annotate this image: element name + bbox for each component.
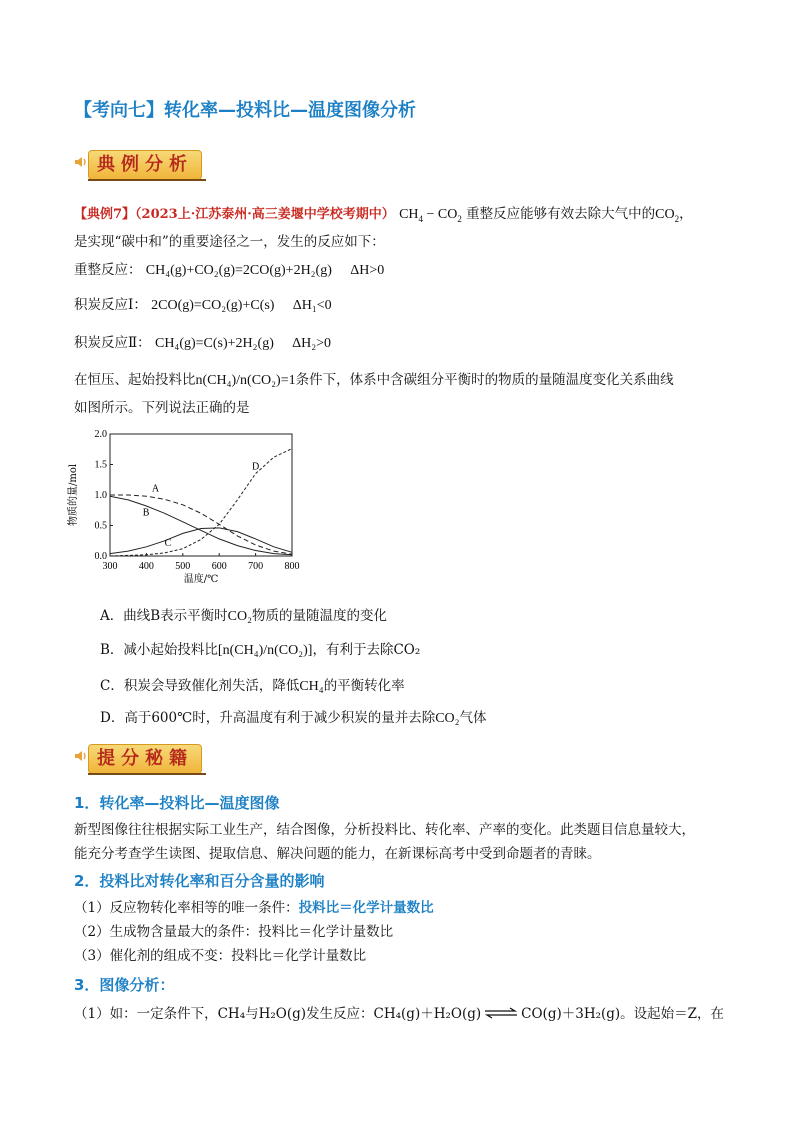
option-d-post: 气体 bbox=[459, 710, 487, 726]
series-label-d: D bbox=[251, 461, 260, 473]
y-tick-label: 0.0 bbox=[94, 551, 107, 562]
condition-post: 条件下，体系中含碳组分平衡时的物质的量随温度变化关系曲线 bbox=[295, 372, 674, 388]
tips-banner-label: 提分秘籍 bbox=[88, 744, 202, 774]
example-banner-label: 典例分析 bbox=[88, 150, 202, 180]
carbon2-equation: CH₄(g)=C(s)+2H₂(g) bbox=[154, 336, 274, 351]
condition-ratio: n(CH₄)/n(CO₂)=1 bbox=[195, 373, 296, 388]
series-label-c: C bbox=[164, 538, 172, 550]
option-d-formula: CO₂ bbox=[435, 711, 460, 726]
tips-banner bbox=[74, 742, 206, 776]
section-2-item2: （2）生成物含量最大的条件：投料比＝化学计量数比 bbox=[74, 924, 394, 940]
carbon1-equation: 2CO(g)=CO₂(g)+C(s) bbox=[151, 298, 275, 313]
example-banner bbox=[74, 148, 206, 182]
section-2-heading: 2．投料比对转化率和百分含量的影响 bbox=[74, 872, 325, 890]
option-c-formula: CH₄ bbox=[299, 679, 324, 694]
carbon2-label: 积炭反应Ⅱ： bbox=[74, 335, 151, 351]
reforming-dh: ΔH>0 bbox=[350, 263, 385, 278]
series-line-a bbox=[110, 495, 292, 554]
speaker-icon bbox=[74, 748, 88, 767]
y-tick-label: 2.0 bbox=[94, 429, 107, 440]
x-tick-label: 700 bbox=[248, 561, 264, 572]
carbon-reaction-2 bbox=[74, 333, 331, 354]
section-2-item1-pre: （1）反应物转化率相等的唯一条件： bbox=[74, 900, 299, 916]
option-b[interactable] bbox=[100, 640, 420, 661]
ch4-co2-formula: $CH_4 - CO_2$ bbox=[399, 207, 462, 224]
option-a-post: 物质的量随温度的变化 bbox=[252, 608, 388, 624]
series-line-c bbox=[110, 528, 292, 554]
option-d-pre: D．高于600℃时，升高温度有利于减少积炭的量并去除 bbox=[100, 710, 436, 726]
reforming-reaction bbox=[74, 260, 384, 281]
option-a-formula: CO₂ bbox=[227, 609, 253, 624]
plot-frame bbox=[110, 434, 292, 556]
carbon1-dh: ΔH₁<0 bbox=[292, 298, 332, 313]
reforming-equation: CH₄(g)+CO₂(g)=2CO(g)+2H₂(g) bbox=[145, 263, 332, 278]
example-intro-text: 重整反应能够有效去除大气中的 bbox=[466, 206, 656, 222]
condition-pre: 在恒压、起始投料比 bbox=[74, 372, 196, 388]
carbon1-label: 积炭反应Ⅰ： bbox=[74, 297, 147, 313]
series-label-a: A bbox=[151, 483, 160, 495]
section-1-p1: 新型图像往往根据实际工业生产，结合图像，分析投料比、转化率、产率的变化。此类题目信息量较大， bbox=[74, 822, 695, 838]
page-title: 【考向七】转化率—投料比—温度图像分析 bbox=[74, 100, 416, 121]
speaker-icon bbox=[74, 154, 88, 173]
section-3-heading: 3．图像分析： bbox=[74, 976, 175, 994]
x-tick-label: 600 bbox=[211, 561, 227, 572]
option-b-formula: [n(CH₄)/n(CO₂)] bbox=[217, 643, 313, 658]
option-d[interactable] bbox=[100, 708, 487, 729]
section-2-item1 bbox=[74, 898, 434, 918]
option-b-post: ，有利于去除CO₂ bbox=[312, 642, 421, 658]
y-axis-label: 物质的量/mol bbox=[68, 463, 79, 527]
carbon-reaction-1 bbox=[74, 295, 332, 316]
section-3-item1-post: CO(g)＋3H₂(g)。设起始＝Z，在 bbox=[521, 1006, 725, 1022]
option-b-pre: B．减小起始投料比 bbox=[100, 642, 218, 658]
example-tag: 【典例7】（2023上·江苏泰州·高三姜堰中学校考期中） bbox=[74, 207, 395, 222]
banner-underline bbox=[88, 773, 206, 775]
section-3-item1-pre: （1）如：一定条件下，CH₄与H₂O(g)发生反应：CH₄(g)＋H₂O(g) bbox=[74, 1006, 482, 1022]
x-tick-label: 800 bbox=[284, 561, 300, 572]
example-intro-line2: 是实现“碳中和”的重要途径之一，发生的反应如下： bbox=[74, 234, 385, 250]
section-3-item1 bbox=[74, 1004, 724, 1025]
option-c[interactable] bbox=[100, 676, 405, 697]
option-c-post: 的平衡转化率 bbox=[323, 678, 405, 694]
carbon2-dh: ΔH₂>0 bbox=[292, 336, 332, 351]
y-tick-label: 1.5 bbox=[94, 459, 107, 471]
x-axis-label: 温度/℃ bbox=[183, 574, 219, 585]
section-1-p2: 能充分考查学生读图、提取信息、解决问题的能力，在新课标高考中受到命题者的青睐。 bbox=[74, 846, 601, 862]
y-tick-label: 1.0 bbox=[94, 490, 107, 501]
equilibrium-chart bbox=[60, 424, 320, 594]
section-2-item1-emphasis: 投料比＝化学计量数比 bbox=[298, 900, 434, 916]
co2-formula: $CO_2$ bbox=[655, 207, 680, 224]
x-tick-label: 400 bbox=[138, 561, 154, 572]
reforming-label: 重整反应： bbox=[74, 262, 142, 278]
section-2-item3: （3）催化剂的组成不变：投料比＝化学计量数比 bbox=[74, 948, 367, 964]
option-c-pre: C．积炭会导致催化剂失活，降低 bbox=[100, 678, 300, 694]
condition-line bbox=[74, 370, 754, 391]
series-line-d bbox=[110, 449, 292, 556]
example-intro: 【典例7】（2023上·江苏泰州·高三姜堰中学校考期中） $CH_4 - CO_2$ 重整反应能够有效去除大气中的$CO_2$， bbox=[74, 206, 693, 224]
y-tick-label: 0.5 bbox=[94, 520, 107, 532]
equilibrium-arrow-icon bbox=[481, 1005, 521, 1025]
option-a-pre: A．曲线B表示平衡时 bbox=[100, 608, 228, 624]
x-tick-label: 500 bbox=[175, 561, 191, 572]
x-tick-label: 300 bbox=[102, 561, 118, 572]
series-line-b bbox=[110, 496, 292, 555]
option-a[interactable] bbox=[100, 606, 387, 627]
series-label-b: B bbox=[142, 507, 150, 519]
condition-line2: 如图所示。下列说法正确的是 bbox=[74, 400, 250, 416]
section-1-heading: 1．转化率—投料比—温度图像 bbox=[74, 794, 280, 812]
banner-underline bbox=[88, 179, 206, 181]
